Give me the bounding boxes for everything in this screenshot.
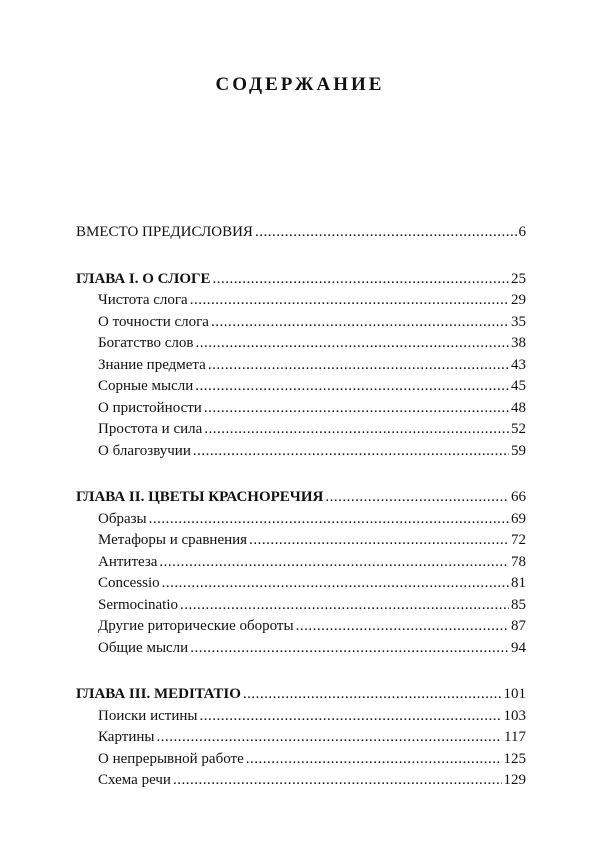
toc-page-number: 6 [518,224,526,240]
toc-entry-label: Картины [98,729,155,745]
toc-page-number: 94 [511,639,526,656]
toc-chapter-2[interactable] [76,487,526,509]
toc-entry-label: Сорные мысли [98,378,194,394]
toc-page-number: 85 [511,596,526,613]
dot-leader [193,441,509,463]
toc-entry[interactable] [76,573,526,595]
toc-entry-label: Общие мысли [98,639,189,656]
toc-page-number: 59 [511,442,526,459]
dot-leader [296,616,509,638]
dot-leader [204,398,509,420]
toc-entry[interactable] [76,530,526,552]
dot-leader [208,355,509,377]
dot-leader [243,684,502,706]
toc-page-number: 125 [503,750,526,767]
toc-entry[interactable] [76,509,526,531]
toc-entry[interactable] [76,727,526,749]
dot-leader [249,530,509,552]
toc-entry[interactable] [76,595,526,617]
toc-page-number: 81 [511,575,526,591]
table-of-contents [76,222,526,792]
dot-leader [246,749,502,771]
toc-entry[interactable] [76,638,526,660]
toc-page-number: 78 [511,553,526,570]
toc-entry[interactable] [76,333,526,355]
toc-entry-label: Sermocinatio [98,596,178,613]
toc-entry-label: Чистота слога [98,292,188,308]
toc-entry[interactable] [76,398,526,420]
toc-page-number: 103 [503,707,526,724]
toc-entry[interactable] [76,706,526,728]
toc-chapter-1[interactable] [76,269,526,291]
dot-leader [190,638,509,660]
toc-page-number: 117 [504,729,526,745]
toc-entry-label: О пристойности [98,399,202,416]
toc-entry[interactable] [76,376,526,398]
dot-leader [211,312,509,334]
toc-entry[interactable] [76,419,526,441]
toc-entry-label: Простота и сила [98,421,203,437]
toc-entry-label: О благозвучии [98,442,191,459]
page-title: СОДЕРЖАНИЕ [215,74,385,95]
toc-entry-label: Схема речи [98,772,171,788]
toc-page-number: 101 [503,686,526,702]
toc-page-number: 66 [511,489,526,505]
toc-page-number: 43 [511,356,526,373]
toc-page-number: 29 [511,292,526,308]
toc-entry-label: Метафоры и сравнения [98,532,248,548]
toc-page-number: 45 [511,378,526,394]
toc-chapter-label: ГЛАВА I. О СЛОГЕ [76,270,211,287]
toc-chapter-3[interactable] [76,684,526,706]
dot-leader [162,573,509,595]
dot-leader [190,290,509,312]
toc-entry-label: Поиски истины [98,707,198,724]
toc-chapter-label: ГЛАВА II. ЦВЕТЫ КРАСНОРЕЧИЯ [76,489,324,505]
toc-entry[interactable] [76,552,526,574]
toc-entry-label: Богатство слов [98,335,194,351]
dot-leader [156,727,502,749]
toc-page-number: 35 [511,313,526,330]
dot-leader [180,595,509,617]
dot-leader [199,706,501,728]
toc-entry-label: ВМЕСТО ПРЕДИСЛОВИЯ [76,224,253,240]
toc-entry[interactable] [76,290,526,312]
toc-page-number: 129 [503,772,526,788]
toc-page-number: 52 [511,421,526,437]
toc-page-number: 38 [511,335,526,351]
toc-page-number: 69 [511,510,526,527]
toc-entry[interactable] [76,355,526,377]
toc-entry[interactable] [76,441,526,463]
toc-entry-label: Другие риторические обороты [98,618,294,634]
toc-entry-label: Антитеза [98,553,158,570]
dot-leader [159,552,509,574]
toc-page-number: 72 [511,532,526,548]
toc-entry-label: О точности слога [98,313,209,330]
dot-leader [195,376,509,398]
toc-entry[interactable] [76,770,526,792]
toc-entry[interactable] [76,749,526,771]
toc-entry[interactable] [76,312,526,334]
toc-entry-label: Concessio [98,575,160,591]
dot-leader [255,222,517,244]
dot-leader [149,509,509,531]
dot-leader [173,770,502,792]
toc-entry-label: Образы [98,510,147,527]
toc-chapter-label: ГЛАВА III. MEDITATIO [76,686,241,702]
toc-page-number: 87 [511,618,526,634]
dot-leader [195,333,509,355]
toc-entry-label: О непрерывной работе [98,750,244,767]
toc-entry-intro[interactable] [76,222,526,244]
toc-entry-label: Знание предмета [98,356,206,373]
dot-leader [325,487,509,509]
toc-entry[interactable] [76,616,526,638]
toc-page-number: 25 [511,270,526,287]
dot-leader [213,269,509,291]
dot-leader [204,419,509,441]
toc-page-number: 48 [511,399,526,416]
